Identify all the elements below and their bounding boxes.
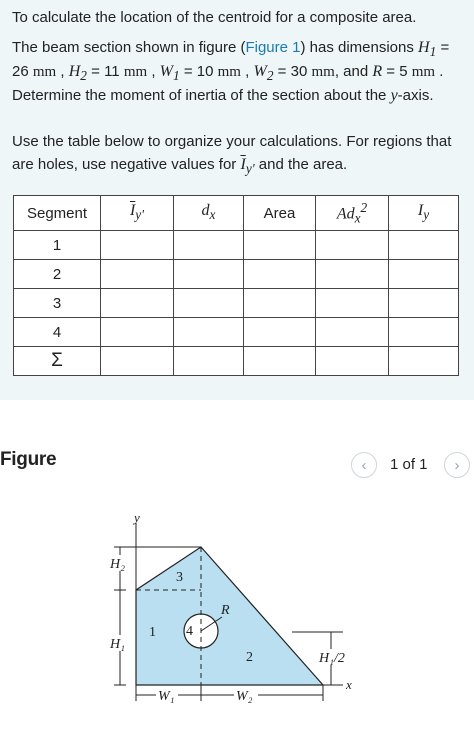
w2-symbol: $W_2$ bbox=[253, 63, 274, 84]
sum-label: Σ bbox=[14, 347, 101, 376]
h2-value: 11 bbox=[104, 63, 120, 81]
input-cell[interactable] bbox=[389, 318, 459, 347]
statement-suffix: ) has dimensions bbox=[300, 39, 414, 56]
figure-title: Figure bbox=[0, 449, 57, 470]
header-segment: Segment bbox=[14, 196, 101, 231]
input-cell[interactable] bbox=[174, 347, 244, 376]
figure-link[interactable]: Figure 1 bbox=[245, 39, 301, 56]
w1-label: W₁ bbox=[158, 689, 175, 704]
input-cell[interactable] bbox=[316, 260, 389, 289]
instructions-text bbox=[12, 130, 462, 180]
header-iy: $I_y$ bbox=[389, 196, 459, 231]
task-suffix: -axis. bbox=[397, 87, 434, 105]
h1-half-label: H₁/2 bbox=[319, 651, 345, 666]
prev-figure-button[interactable] bbox=[351, 452, 377, 478]
beam-section-figure bbox=[0, 495, 474, 732]
r-symbol: R bbox=[372, 63, 383, 81]
h1-symbol: $H_1$ bbox=[418, 39, 437, 60]
input-cell[interactable] bbox=[101, 231, 174, 260]
w1-unit: mm bbox=[217, 64, 241, 81]
table-header-row bbox=[14, 196, 459, 231]
h1-value: 26 bbox=[12, 63, 29, 81]
input-cell[interactable] bbox=[174, 289, 244, 318]
segment-label: 2 bbox=[14, 260, 101, 289]
input-cell[interactable] bbox=[101, 347, 174, 376]
input-cell[interactable] bbox=[316, 318, 389, 347]
h2-symbol: $H_2$ bbox=[68, 63, 87, 84]
table-row bbox=[14, 318, 459, 347]
y-axis-label: y bbox=[134, 510, 140, 525]
w1-value: 10 bbox=[196, 63, 214, 81]
table-row bbox=[14, 231, 459, 260]
input-cell[interactable] bbox=[389, 289, 459, 318]
header-area: Area bbox=[244, 196, 316, 231]
segment-1-label: 1 bbox=[149, 625, 156, 640]
input-cell[interactable] bbox=[389, 260, 459, 289]
input-cell[interactable] bbox=[244, 318, 316, 347]
h1-label: H₁ bbox=[110, 637, 125, 652]
header-adx2: $Ad_x^2$ bbox=[316, 196, 389, 231]
w1-symbol: $W_1$ bbox=[159, 63, 180, 84]
segment-3-label: 3 bbox=[176, 570, 183, 585]
w2-value: 30 bbox=[290, 63, 308, 81]
input-cell[interactable] bbox=[101, 260, 174, 289]
r-value: 5 bbox=[399, 63, 408, 81]
instructions-suffix: and the area. bbox=[258, 156, 348, 173]
figure-counter: 1 of 1 bbox=[390, 456, 428, 473]
calculation-table bbox=[13, 195, 459, 376]
input-cell[interactable] bbox=[244, 289, 316, 318]
header-dx: $d_x$ bbox=[174, 196, 244, 231]
input-cell[interactable] bbox=[244, 347, 316, 376]
radius-label: R bbox=[221, 603, 230, 618]
input-cell[interactable] bbox=[316, 347, 389, 376]
r-unit: mm bbox=[411, 64, 436, 81]
header-iy-bar: $\overline{I}_{y'}$ bbox=[101, 196, 174, 231]
segment-label: 1 bbox=[14, 231, 101, 260]
w2-label: W₂ bbox=[236, 689, 253, 704]
input-cell[interactable] bbox=[174, 260, 244, 289]
h1-unit: mm bbox=[32, 64, 57, 81]
iy-prime-symbol: $\overline{I}_{y'}$ bbox=[240, 156, 255, 177]
segment-4-label: 4 bbox=[186, 624, 193, 639]
input-cell[interactable] bbox=[389, 347, 459, 376]
segment-label: 3 bbox=[14, 289, 101, 318]
instructions-prefix: Use the table below to organize your calculations. For regions that are holes, use negative values for bbox=[12, 133, 452, 173]
h2-label: H₂ bbox=[110, 557, 125, 572]
w2-unit: mm bbox=[311, 64, 335, 81]
input-cell[interactable] bbox=[174, 231, 244, 260]
intro-text: To calculate the location of the centroid for a composite area. bbox=[12, 9, 417, 26]
next-figure-button[interactable] bbox=[444, 452, 470, 478]
table-row bbox=[14, 260, 459, 289]
segment-2-label: 2 bbox=[246, 650, 253, 665]
h2-unit: mm bbox=[123, 64, 148, 81]
input-cell[interactable] bbox=[101, 289, 174, 318]
input-cell[interactable] bbox=[316, 289, 389, 318]
input-cell[interactable] bbox=[389, 231, 459, 260]
input-cell[interactable] bbox=[101, 318, 174, 347]
problem-statement: The beam section shown in figure (Figure 1) has dimensions $H_1 = 26$ mm , $H_2 = 11$ mm , $W_1 = 10$ mm , $W_2 = 30$ mm, and R = 5 mm . Determine the moment of inertia of the section about the y-axis. bbox=[12, 39, 450, 105]
axis-symbol: y bbox=[390, 87, 398, 105]
input-cell[interactable] bbox=[316, 231, 389, 260]
input-cell[interactable] bbox=[244, 260, 316, 289]
and-text: , and bbox=[334, 63, 369, 81]
table-row bbox=[14, 289, 459, 318]
task-prefix: . Determine the moment of inertia of the section about the bbox=[12, 63, 444, 105]
table-row bbox=[14, 347, 459, 376]
chevron-left-icon: ‹ bbox=[361, 456, 367, 474]
segment-label: 4 bbox=[14, 318, 101, 347]
input-cell[interactable] bbox=[174, 318, 244, 347]
input-cell[interactable] bbox=[244, 231, 316, 260]
chevron-right-icon: › bbox=[454, 456, 460, 474]
statement-prefix: The beam section shown in figure ( bbox=[12, 39, 246, 56]
x-axis-label: x bbox=[346, 677, 352, 692]
